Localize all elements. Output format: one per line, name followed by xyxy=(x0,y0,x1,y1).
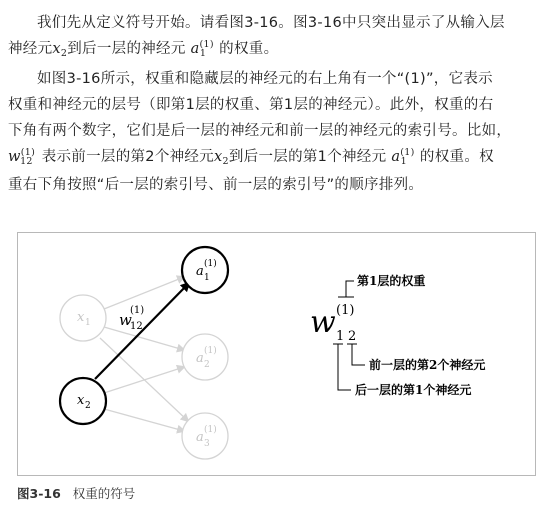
paragraph-2-line-4: $w^{(1)}_{12}$ 表示前一层的第2个神经元$x_2$到后一层的第1个神经元 $a^{(1)}_1$ 的权重。权 xyxy=(8,147,494,167)
paragraph-2-line-5: 重右下角按照“后一层的索引号、前一层的索引号”的顺序排列。 xyxy=(8,177,424,193)
figure-3-16 xyxy=(17,232,536,476)
node-x1 xyxy=(60,295,106,341)
svg-text:x: x xyxy=(77,393,85,408)
edge-x2-a2 xyxy=(104,367,184,393)
node-a3 xyxy=(182,413,228,459)
svg-text:2: 2 xyxy=(204,360,210,370)
figure-svg xyxy=(18,233,535,475)
svg-text:a: a xyxy=(196,430,204,445)
paragraph-2 xyxy=(8,66,544,198)
svg-text:1: 1 xyxy=(204,273,210,283)
svg-text:a: a xyxy=(196,351,204,366)
faded-edges xyxy=(100,277,188,431)
paragraph-1-line-2: 神经元$x_2$到后一层的神经元 $a^{(1)}_1$ 的权重。 xyxy=(8,39,279,59)
notation-sub-second: 2 xyxy=(348,329,357,344)
var-x: $x_2$ xyxy=(52,41,68,59)
figure-caption xyxy=(17,484,135,502)
svg-text:(1): (1) xyxy=(204,259,217,269)
notation-sub-first: 1 xyxy=(336,329,345,344)
svg-text:x: x xyxy=(77,310,85,325)
paragraph-2-line-2: 权重和神经元的层号（即第1层的权重、第1层的神经元）。此外，权重的右 xyxy=(8,97,494,113)
svg-text:12: 12 xyxy=(130,321,143,332)
svg-text:(1): (1) xyxy=(204,425,217,435)
notation-superscript: (1) xyxy=(336,303,355,318)
edge-label-w12 xyxy=(119,305,144,332)
svg-text:1: 1 xyxy=(85,318,91,328)
paragraph-2-line-3: 下角有两个数字，它们是后一层的神经元和前一层的神经元的索引号。比如， xyxy=(8,123,512,139)
svg-text:a: a xyxy=(196,264,204,279)
node-a2 xyxy=(182,334,228,380)
svg-text:(1): (1) xyxy=(130,305,145,316)
var-w: $w^{(1)}_{12}$ xyxy=(8,147,36,167)
var-x: $x_2$ xyxy=(214,149,229,167)
svg-text:3: 3 xyxy=(204,439,210,449)
svg-text:w: w xyxy=(119,311,132,329)
notation-symbol: w xyxy=(310,305,336,340)
caption-number: 图3-16 xyxy=(17,486,61,501)
svg-text:2: 2 xyxy=(85,401,91,411)
paragraph-1-line-1: 我们先从定义符号开始。请看图3-16。图3-16中只突出显示了从输入层 xyxy=(37,15,505,31)
node-x2 xyxy=(60,378,106,424)
label-layer-weight: 第1层的权重 xyxy=(357,274,426,288)
paragraph-2-line-1: 如图3-16所示，权重和隐藏层的神经元的右上角有一个“(1)”，它表示 xyxy=(37,71,493,87)
label-prev-neuron: 前一层的第2个神经元 xyxy=(369,358,486,372)
notation-diagram xyxy=(310,273,485,397)
var-a: $a^{(1)}_1$ xyxy=(190,39,214,59)
edge-x2-a3 xyxy=(104,409,184,431)
label-next-neuron: 后一层的第1个神经元 xyxy=(355,383,472,397)
caption-title: 权重的符号 xyxy=(72,486,136,501)
svg-text:(1): (1) xyxy=(204,346,217,356)
node-a1 xyxy=(182,247,228,293)
var-a: $a^{(1)}_1$ xyxy=(391,147,415,167)
paragraph-1 xyxy=(8,10,544,64)
